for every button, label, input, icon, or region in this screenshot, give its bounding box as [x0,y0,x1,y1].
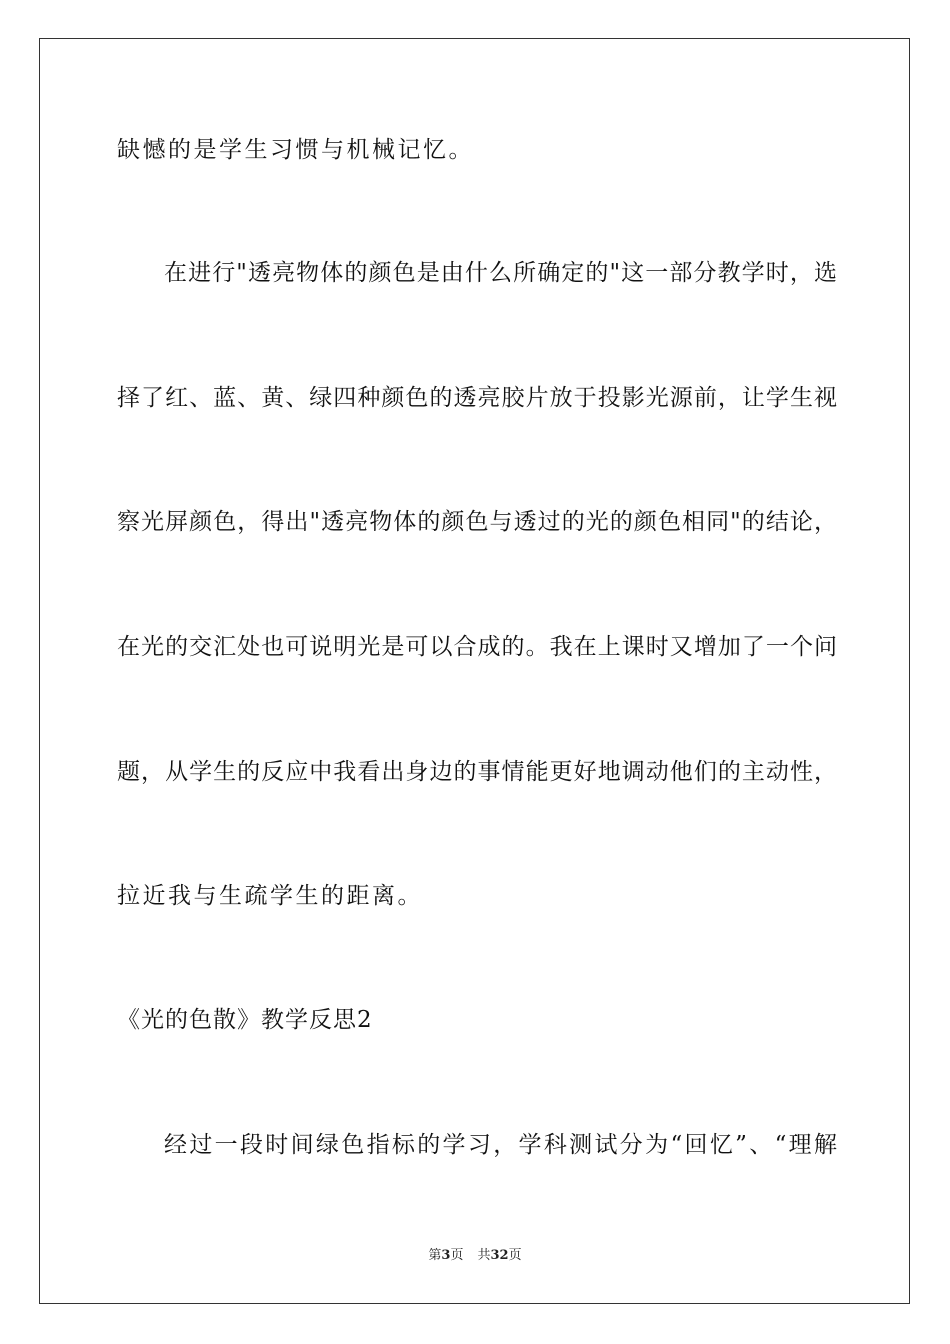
text-line-7: 拉近我与生疏学生的距离。 [117,883,423,909]
footer-total-unit: 页 [508,1248,522,1263]
page-border [39,38,910,1304]
text-line-3: 择了红、蓝、黄、绿四种颜色的透亮胶片放于投影光源前，让学生视 [117,385,837,411]
footer-total-prefix: 共 [477,1248,491,1263]
text-line-6: 题，从学生的反应中我看出身边的事情能更好地调动他们的主动性， [117,759,837,785]
section-heading: 《光的色散》教学反思2 [117,1007,373,1033]
text-line-9: 经过一段时间绿色指标的学习，学科测试分为“回忆”、“理解 [164,1132,837,1158]
text-line-2: 在进行"透亮物体的颜色是由什么所确定的"这一部分教学时，选 [164,260,837,286]
footer-total-pages: 32 [490,1248,509,1263]
text-line-4: 察光屏颜色，得出"透亮物体的颜色与透过的光的颜色相同"的结论， [117,509,837,535]
text-line-5: 在光的交汇处也可说明光是可以合成的。我在上课时又增加了一个问 [117,634,837,660]
footer-page-unit: 页 [450,1248,464,1263]
footer-page-number: 3 [441,1248,451,1263]
page-footer [0,1248,950,1264]
footer-page-prefix: 第 [428,1248,442,1263]
text-line-1: 缺憾的是学生习惯与机械记忆。 [117,137,474,163]
